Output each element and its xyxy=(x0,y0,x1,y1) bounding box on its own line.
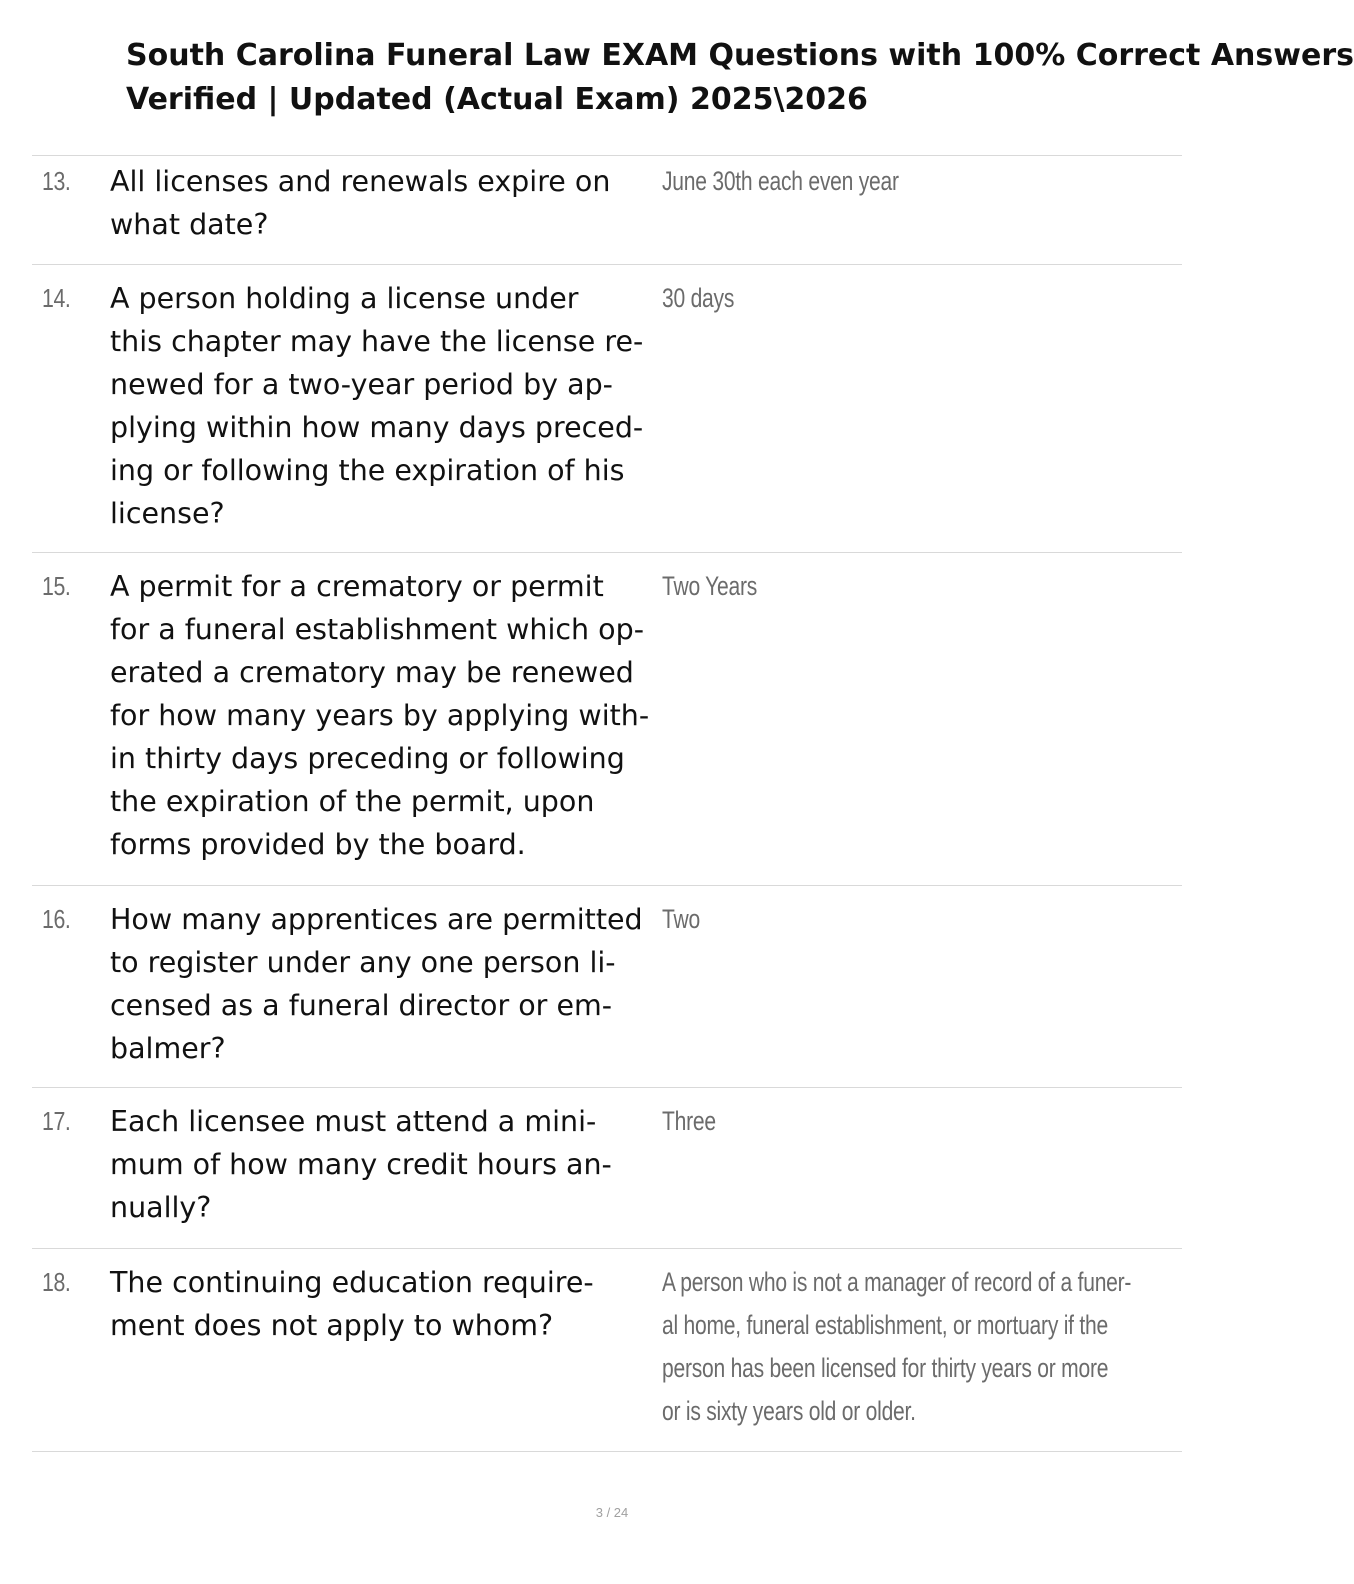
question-number: 18. xyxy=(42,1267,71,1297)
question-text xyxy=(110,160,670,246)
question-number: 14. xyxy=(42,283,71,313)
question-line: How many apprentices are permitted xyxy=(110,903,643,936)
question-line: in thirty days preceding or following xyxy=(110,742,625,775)
question-line: for a funeral establishment which op- xyxy=(110,613,644,646)
question-line: ment does not apply to whom? xyxy=(110,1309,554,1342)
question-row-18 xyxy=(32,1248,1182,1452)
answer-text xyxy=(662,898,1060,941)
question-line: A person holding a license under xyxy=(110,282,579,315)
document-title-line-1: South Carolina Funeral Law EXAM Questions with 100% Correct Answers xyxy=(126,38,1354,73)
question-answer-list xyxy=(32,155,1182,1452)
answer-line: A person who is not a manager of record of a funer- xyxy=(662,1267,1132,1297)
question-line: nually? xyxy=(110,1191,212,1224)
question-line: censed as a funeral director or em- xyxy=(110,989,613,1022)
question-row-14 xyxy=(32,264,1182,552)
question-line: plying within how many days preced- xyxy=(110,411,644,444)
question-line: newed for a two-year period by ap- xyxy=(110,368,613,401)
question-number: 17. xyxy=(42,1106,71,1136)
page-number: 3 / 24 xyxy=(595,1505,629,1520)
question-line: A permit for a crematory or permit xyxy=(110,570,604,603)
answer-line: person has been licensed for thirty years or more xyxy=(662,1353,1109,1383)
answer-line: Three xyxy=(662,1106,716,1136)
question-text xyxy=(110,1100,670,1229)
question-line: All licenses and renewals expire on xyxy=(110,165,611,198)
question-line: forms provided by the board. xyxy=(110,828,526,861)
answer-line: Two Years xyxy=(662,571,758,601)
question-number: 15. xyxy=(42,571,71,601)
answer-text xyxy=(662,565,1060,608)
question-line: this chapter may have the license re- xyxy=(110,325,644,358)
question-line: for how many years by applying with- xyxy=(110,699,650,732)
question-line: mum of how many credit hours an- xyxy=(110,1148,612,1181)
question-line: license? xyxy=(110,497,225,530)
answer-line: 30 days xyxy=(662,283,735,313)
question-text xyxy=(110,1261,670,1347)
answer-text xyxy=(662,1100,1060,1143)
question-line: the expiration of the permit, upon xyxy=(110,785,595,818)
answer-line: or is sixty years old or older. xyxy=(662,1396,916,1426)
question-line: Each licensee must attend a mini- xyxy=(110,1105,597,1138)
document-title xyxy=(126,34,1354,122)
question-text xyxy=(110,565,670,866)
answer-text xyxy=(662,160,1060,203)
question-row-15 xyxy=(32,552,1182,885)
question-text xyxy=(110,277,670,535)
question-line: what date? xyxy=(110,208,269,241)
question-line: ing or following the expiration of his xyxy=(110,454,625,487)
answer-line: June 30th each even year xyxy=(662,166,899,196)
answer-text xyxy=(662,1261,1132,1433)
question-line: to register under any one person li- xyxy=(110,946,616,979)
question-row-13 xyxy=(32,155,1182,264)
answer-text xyxy=(662,277,1060,320)
question-number: 13. xyxy=(42,166,71,196)
document-title-line-2: Verified | Updated (Actual Exam) 2025\2026 xyxy=(126,82,868,117)
question-row-16 xyxy=(32,885,1182,1087)
answer-line: Two xyxy=(662,904,700,934)
question-row-17 xyxy=(32,1087,1182,1248)
question-text xyxy=(110,898,670,1070)
answer-line: al home, funeral establishment, or mortuary if the xyxy=(662,1310,1108,1340)
question-number: 16. xyxy=(42,904,71,934)
question-line: balmer? xyxy=(110,1032,226,1065)
question-line: erated a crematory may be renewed xyxy=(110,656,634,689)
question-line: The continuing education require- xyxy=(110,1266,594,1299)
